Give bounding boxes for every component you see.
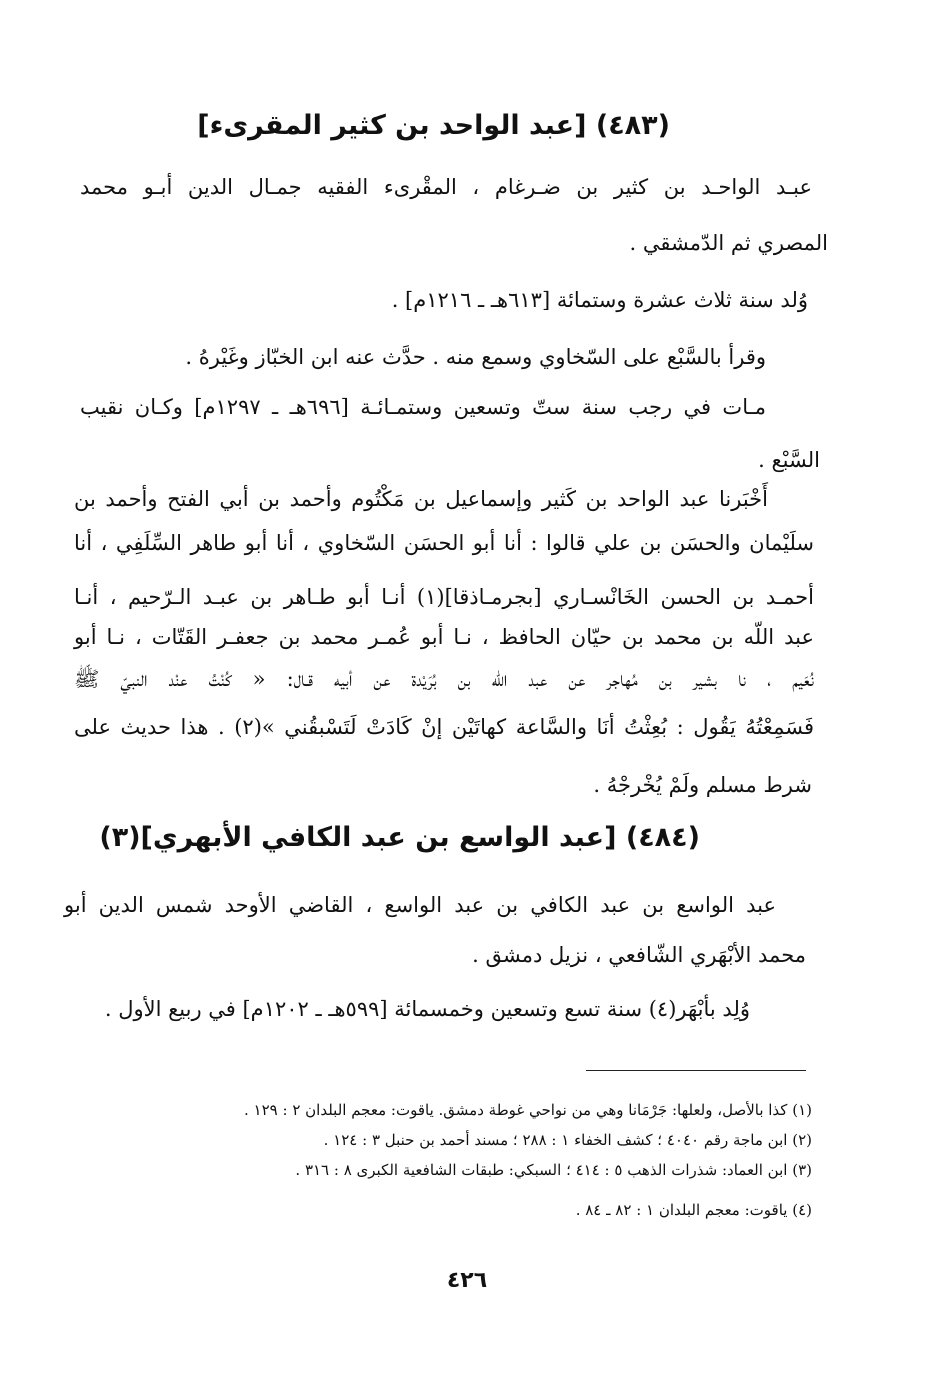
- entry-483-line: أحمـد بن الحسن الخَانْسـاري [بجرمـاذقا](١) أنـا أبو طـاهر بن عبـد الـرّحيم ، أنـا: [74, 585, 814, 609]
- footnote-1: (١) كذا بالأصل، ولعلها: جَرْمَانا وهي من نواحي غوطة دمشق. ياقوت: معجم البلدان ٢ : ١٢٩ .: [244, 1101, 812, 1119]
- page-number: ٤٢٦: [446, 1268, 488, 1293]
- entry-483-line: مـات في رجب سنة ستّ وتسعين وستمـائـة [٦٩٦هـ ـ ١٢٩٧م] وكـان نقيب: [80, 395, 766, 419]
- entry-484-line: محمد الأبْهَري الشّافعي ، نزيل دمشق .: [472, 943, 806, 967]
- entry-483-line: وقرأ بالسَّبْع على السّخاوي وسمع منه . حدَّث عنه ابن الخبّاز وغَيْرهُ .: [185, 345, 766, 369]
- entry-484-line: عبد الواسع بن عبد الكافي بن عبد الواسع ، القاضي الأوحد شمس الدين أبو: [64, 893, 776, 917]
- footnote-2: (٢) ابن ماجة رقم ٤٠٤٠ ؛ كشف الخفاء ١ : ٢٨٨ ؛ مسند أحمد بن حنبل ٣ : ١٢٤ .: [323, 1131, 812, 1149]
- entry-484-heading: (٤٨٤) [عبد الواسع بن عبد الكافي الأبهري](٣): [99, 822, 700, 853]
- entry-483-line: سلَيْمان والحسَن بن علي قالوا : أنا أبو الحسَن السّخاوي ، أنا أبو طاهر السِّلَفِي ، أنا: [74, 531, 814, 555]
- entry-483-line: شرط مسلم ولَمْ يُخْرجْهُ .: [593, 773, 812, 797]
- entry-483-heading: (٤٨٣) [عبد الواحد بن كثير المقرىء]: [197, 110, 670, 141]
- entry-483-line: عبـد الواحـد بن كثير بن ضـرغام ، المقْرىء الفقيه جمـال الدين أبـو محمد: [80, 175, 812, 199]
- entry-483-line: عبد اللّه بن محمد بن حيّان الحافظ ، نـا أبو عُمـر محمد بن جعفـر القَتّات ، نـا أبو: [74, 625, 814, 649]
- entry-483-line: أَخْبَرنا عبد الواحد بن كَثير وإسماعيل بن مَكْتُوم وأحمد بن أبي الفتح وأحمد بن: [74, 487, 768, 511]
- footnote-3: (٣) ابن العماد: شذرات الذهب ٥ : ٤١٤ ؛ السبكي: طبقات الشافعية الكبرى ٨ : ٣١٦ .: [295, 1161, 812, 1179]
- entry-483-line: نُعَيم ، نا بشير بن مُهاجر عن عبد اللّه بن بُرَيْدة عن أبيه قـال: « كُنْتُ عنْد النبيّ ﷺ: [74, 667, 814, 691]
- footnote-4: (٤) ياقوت: معجم البلدان ١ : ٨٢ ـ ٨٤ .: [575, 1201, 812, 1219]
- entry-483-line: وُلد سنة ثلاث عشرة وستمائة [٦١٣هـ ـ ١٢١٦م] .: [391, 288, 808, 312]
- entry-484-line: وُلِد بأبْهَر(٤) سنة تسع وتسعين وخمسمائة [٥٩٩هـ ـ ١٢٠٢م] في ربيع الأول .: [104, 997, 750, 1021]
- footnote-rule: [586, 1070, 806, 1071]
- entry-483-line: فَسَمِعْتُهُ يَقُول : بُعِثْتُ أنَا والسَّاعة كهاتَيْن إنْ كَادَتْ لَتَسْبقُني »(٢) . هذا حديث على: [74, 715, 814, 739]
- entry-483-line: المصري ثم الدّمشقي .: [629, 231, 828, 255]
- entry-483-line: السَّبْع .: [758, 448, 820, 472]
